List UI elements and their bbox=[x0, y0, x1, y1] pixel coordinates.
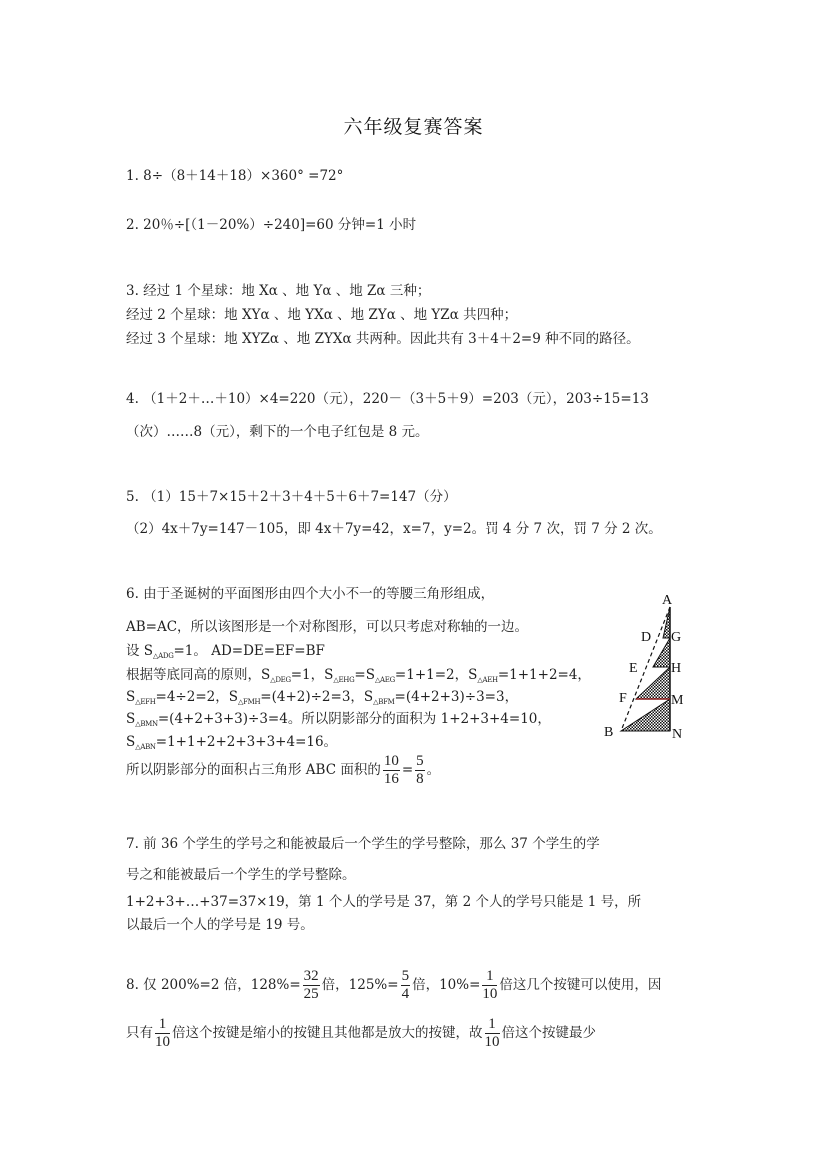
answer-3-line-3: 经过 3 个星球：地 XYZα 、地 ZYXα 共两种。因此共有 3＋4＋2=9 种不同的路径。 bbox=[126, 331, 640, 347]
answer-2: 2. 20％÷[（1－20%）÷240]=60 分钟=1 小时 bbox=[126, 217, 417, 233]
answer-6-line-7: $S_{\triangle ABN}=1+1+2+2+3+3+4=16$。 bbox=[126, 734, 338, 751]
answer-7-line-4: 以最后一个人的学号是 19 号。 bbox=[126, 917, 314, 933]
fraction-5-8: $\frac{5}{8}$ bbox=[416, 753, 424, 787]
fraction-32-25: $\frac{32}{25}$ bbox=[303, 968, 319, 1002]
answer-1: 1. 8÷（8＋14＋18）×360° =72° bbox=[126, 168, 344, 184]
fraction-1-10: $\frac{1}{10}$ bbox=[155, 1016, 170, 1050]
answer-6-conclusion: 所以阴影部分的面积占三角形 ABC 面积的 $\frac{10}{16}$ = $\frac{5}{8}$ 。 bbox=[126, 753, 441, 787]
answer-8-line-2: 只有 $\frac{1}{10}$ 倍这个按键是缩小的按键且其他都是放大的按键，故 $\frac{1}{10}$ 倍这个按键最少 bbox=[126, 1016, 596, 1050]
fraction-5-4: $\frac{5}{4}$ bbox=[401, 968, 410, 1002]
answer-6-line-4: 根据等底同高的原则，$S_{\triangle DEG}=1$，$S_{\triangle EHG}=S_{\triangle AEG}=1+1=2$，$S_{\triangle AEH}=1+1+2=4$， bbox=[126, 667, 591, 684]
answer-8-line-1: 8. 仅 200%=2 倍，128%= $\frac{32}{25}$ 倍，125%= $\frac{5}{4}$ 倍，10%= $\frac{1}{10}$ 倍这几个按键可以使用，因 bbox=[126, 968, 662, 1002]
label-B: B bbox=[604, 725, 614, 740]
label-F: F bbox=[619, 691, 627, 706]
label-E: E bbox=[629, 661, 638, 676]
answer-3-line-1: 3. 经过 1 个星球：地 Xα 、地 Yα 、地 Zα 三种； bbox=[126, 283, 431, 299]
answer-3-line-2: 经过 2 个星球：地 XYα 、地 YXα 、地 ZYα 、地 YZα 共四种； bbox=[126, 307, 518, 323]
answer-5-line-2: （2）4x＋7y=147－105，即 4x＋7y=42，x=7，y=2。罚 4 分 7 次，罚 7 分 2 次。 bbox=[126, 521, 662, 537]
answer-5-line-1: 5. （1）15＋7×15＋2＋3＋4＋5＋6＋7=147（分） bbox=[126, 489, 457, 505]
fraction-1-10: $\frac{1}{10}$ bbox=[484, 1016, 500, 1050]
answer-7-line-2: 号之和能被最后一个学生的学号整除。 bbox=[126, 867, 356, 883]
fraction-1-10: $\frac{1}{10}$ bbox=[482, 968, 498, 1002]
label-D: D bbox=[641, 630, 652, 645]
answer-6-line-3: 设 $S_{\triangle ADG}=1$。 AD=DE=EF=BF bbox=[126, 643, 325, 660]
page-title: 六年级复赛答案 bbox=[343, 116, 484, 138]
answer-7-line-3: 1+2+3+…+37=37×19，第 1 个人的学号是 37，第 2 个人的学号只能是 1 号，所 bbox=[126, 894, 642, 910]
label-A: A bbox=[662, 593, 673, 608]
answer-6-line-5: $S_{\triangle EFH}=4\div 2=2$，$S_{\triangle FMH}=(4+2)\div 2=3$，$S_{\triangle BFM}=(4+2+3)\div 3=3$， bbox=[126, 689, 519, 706]
answer-6-line-6: $S_{\triangle BMN}=(4+2+3+3)\div 3=4$。所以阴影部分的面积为 1+2+3+4=10， bbox=[126, 711, 551, 728]
label-G: G bbox=[671, 630, 682, 645]
label-N: N bbox=[672, 727, 683, 742]
answer-4-line-2: （次）……8（元），剩下的一个电子红包是 8 元。 bbox=[126, 424, 429, 440]
answer-6-line-1: 6. 由于圣诞树的平面图形由四个大小不一的等腰三角形组成， bbox=[126, 586, 495, 602]
answer-4-line-1: 4. （1＋2＋…＋10）×4=220（元），220－（3＋5＋9）=203（元），203÷15=13 bbox=[126, 391, 649, 407]
answer-6-line-2: AB=AC，所以该图形是一个对称图形，可以只考虑对称轴的一边。 bbox=[126, 619, 529, 635]
fraction-10-16: $\frac{10}{16}$ bbox=[383, 753, 399, 787]
answer-7-line-1: 7. 前 36 个学生的学号之和能被最后一个学生的学号整除，那么 37 个学生的学 bbox=[126, 836, 600, 852]
label-M: M bbox=[671, 693, 684, 708]
label-H: H bbox=[671, 661, 682, 676]
christmas-tree-triangle-diagram bbox=[597, 590, 697, 745]
